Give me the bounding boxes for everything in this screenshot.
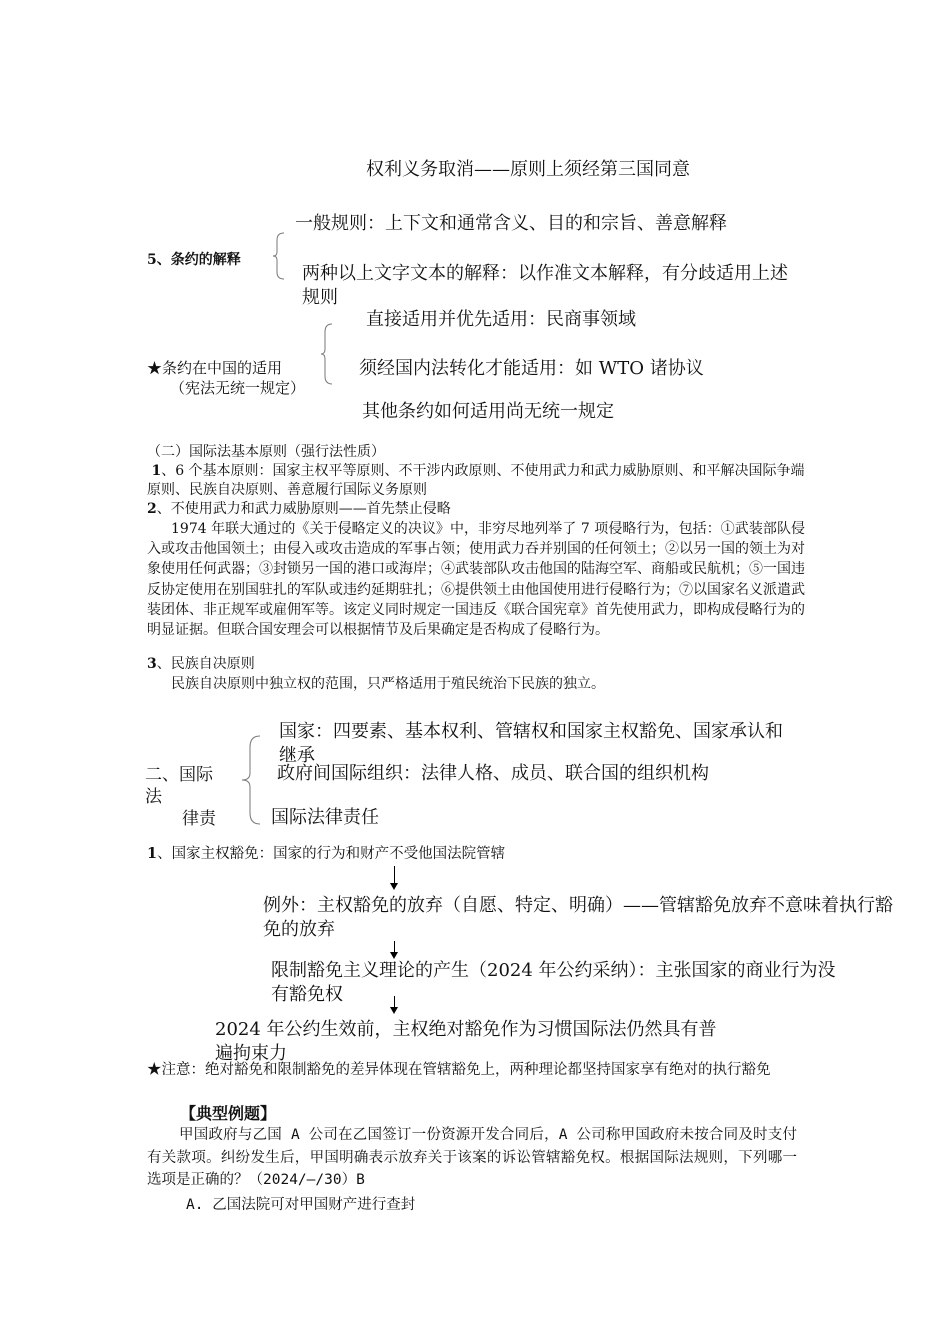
principles-item3: 3、民族自决原则 xyxy=(147,656,255,672)
restrictive-immunity: 限制豁免主义理论的产生（2024 年公约采纳）：主张国家的商业行为没有豁免权 xyxy=(271,960,836,1005)
immunity-waiver: 例外：主权豁免的放弃（自愿、特定、明确）——管辖豁免放弃不意味着执行豁免的放弃 xyxy=(263,895,893,940)
china-application-label: ★条约在中国的适用 xyxy=(147,359,283,377)
section2-label: 二、国际 法 xyxy=(145,765,213,807)
interpretation-multilingual-rule: 两种以上文字文本的解释：以作准文本解释，有分歧适用上述规则 xyxy=(302,263,788,308)
example-heading: 【典型例题】 xyxy=(180,1104,277,1123)
principles-item1: 1、6 个基本原则：国家主权平等原则、不干涉内政原则、不使用武力和武力威胁原则、和平解决国际争端原则、民族自决原则、善意履行国际义务原则 xyxy=(147,463,805,498)
interpretation-brace xyxy=(272,232,286,280)
aggression-definition: 1974 年联大通过的《关于侵略定义的决议》中，非穷尽地列举了 7 项侵略行为，包括：①武装部队侵入或攻击他国领土；由侵入或攻击造成的军事占领；使用武力吞并别国的任何领土；②以另一国的领土为对象使用任何武器；③封锁另一国的港口或海岸；④武装部队攻击他国的陆海空军、商船或民航机；⑤一国违反协定使用在别国驻扎的军队或违约延期驻扎；⑥提供领土由他国使用进行侵略行为；⑦以国家名义派遣武装团体、非正规军或雇佣军等。该定义同时规定一国违反《联合国宪章》首先使用武力，即构成侵略行为的明显证据。但联合国安理会可以根据情节及后果确定是否构成了侵略行为。 xyxy=(147,521,805,639)
example-body: 甲国政府与乙国 A 公司在乙国签订一份资源开发合同后，A 公司称甲国政府未按合同及时支付有关款项。纠纷发生后，甲国明确表示放弃关于该案的诉讼管辖豁免权。根据国际法规则，下列哪一选项是正确的？（2024/—/30）B xyxy=(147,1127,797,1188)
section2-responsibility: 国际法律责任 xyxy=(271,807,379,828)
interpretation-general-rule: 一般规则：上下文和通常含义、目的和宗旨、善意解释 xyxy=(295,213,727,234)
flow-arrow-1 xyxy=(394,866,395,884)
immunity-note: ★注意：绝对豁免和限制豁免的差异体现在管辖豁免上，两种理论都坚持国家享有绝对的执行豁免 xyxy=(147,1062,771,1078)
principles-item2: 2、不使用武力和武力威胁原则——首先禁止侵略 xyxy=(147,501,451,517)
section2-state: 国家：四要素、基本权利、管辖权和国家主权豁免、国家承认和继承 xyxy=(279,721,783,766)
section2-brace xyxy=(240,735,262,825)
flow-arrow-2 xyxy=(394,941,395,953)
example-option-a: A. 乙国法院可对甲国财产进行查封 xyxy=(186,1197,416,1213)
principles-heading: （二）国际法基本原则（强行法性质） xyxy=(147,444,385,460)
interpretation-label: 5、条约的解释 xyxy=(147,252,241,268)
treaty-termination-line: 权利义务取消——原则上须经第三国同意 xyxy=(366,159,690,180)
china-application-sublabel: （宪法无统一规定） xyxy=(170,379,306,397)
china-application-transform: 须经国内法转化才能适用：如 WTO 诸协议 xyxy=(359,358,704,379)
self-determination-body: 民族自决原则中独立权的范围，只严格适用于殖民统治下民族的独立。 xyxy=(171,676,605,692)
china-application-brace xyxy=(320,323,334,385)
absolute-immunity: 2024 年公约生效前，主权绝对豁免作为习惯国际法仍然具有普遍拘束力 xyxy=(215,1019,717,1064)
flow-arrow-3 xyxy=(394,996,395,1008)
immunity-item1: 1、国家主权豁免：国家的行为和财产不受他国法院管辖 xyxy=(147,845,506,862)
china-application-other: 其他条约如何适用尚无统一规定 xyxy=(362,401,614,422)
section2-intl-org: 政府间国际组织：法律人格、成员、联合国的组织机构 xyxy=(277,763,709,784)
section2-label-cut: 律责 xyxy=(182,809,216,829)
china-application-direct: 直接适用并优先适用：民商事领域 xyxy=(366,309,636,330)
